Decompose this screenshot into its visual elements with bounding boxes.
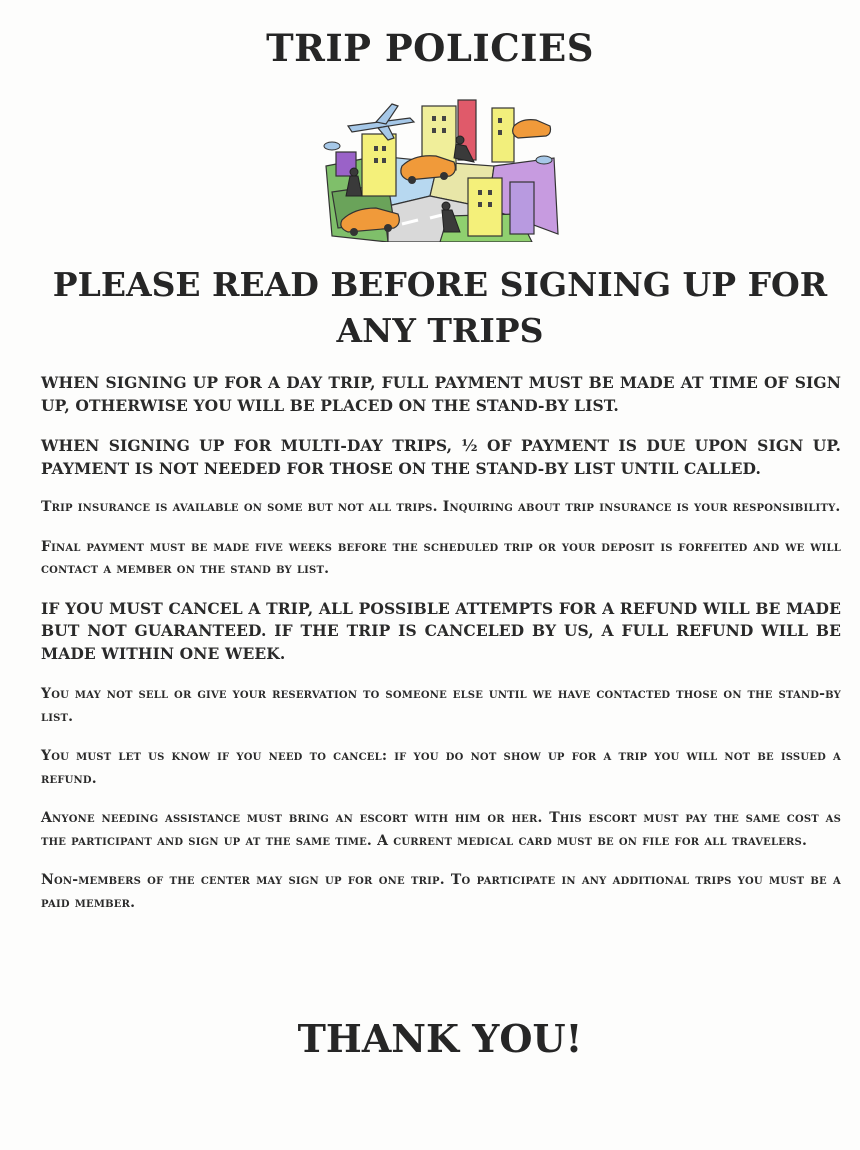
policy-final-payment: Final payment must be made five weeks before the scheduled trip or your deposit is forfeited and we will contact a member on the stand by list. bbox=[41, 538, 841, 577]
policy-trip-insurance: Trip insurance is available on some but not all trips. Inquiring about trip insurance is your responsibility. bbox=[41, 499, 841, 515]
car-icon bbox=[513, 120, 551, 138]
policy-reservation-transfer: You may not sell or give your reservation to someone else until we have contacted those on the stand-by list. bbox=[41, 686, 841, 725]
policy-day-trip-payment: WHEN SIGNING UP FOR A DAY TRIP, FULL PAYMENT MUST BE MADE AT TIME OF SIGN UP, OTHERWISE YOU WILL BE PLACED ON THE STAND-BY LIST. bbox=[41, 373, 841, 415]
page-subtitle: PLEASE READ BEFORE SIGNING UP FOR ANY TRIPS bbox=[52, 265, 828, 350]
policy-no-show: You must let us know if you need to cancel: if you do not show up for a trip you will not be issued a refund. bbox=[41, 748, 841, 787]
page-title: TRIP POLICIES bbox=[266, 26, 594, 70]
travel-city-clipart-icon bbox=[318, 96, 562, 242]
policy-list bbox=[41, 372, 841, 914]
policy-escort: Anyone needing assistance must bring an escort with him or her. This escort must pay the same cost as the participant and sign up at the same time. A current medical card must be on file for all travelers. bbox=[41, 810, 841, 849]
policy-non-members: Non-members of the center may sign up for one trip. To participate in any additional trips you must be a paid member. bbox=[41, 872, 841, 911]
policy-cancellation-refund: IF YOU MUST CANCEL A TRIP, ALL POSSIBLE ATTEMPTS FOR A REFUND WILL BE MADE BUT NOT GUARANTEED. IF THE TRIP IS CANCELED BY US, A FULL REFUND WILL BE MADE WITHIN ONE WEEK. bbox=[41, 598, 841, 663]
policy-multi-day-payment: WHEN SIGNING UP FOR MULTI-DAY TRIPS, ½ OF PAYMENT IS DUE UPON SIGN UP. PAYMENT IS NOT NEEDED FOR THOSE ON THE STAND-BY LIST UNTIL CALLED. bbox=[41, 436, 841, 478]
closing-thank-you: THANK YOU! bbox=[297, 1016, 583, 1061]
